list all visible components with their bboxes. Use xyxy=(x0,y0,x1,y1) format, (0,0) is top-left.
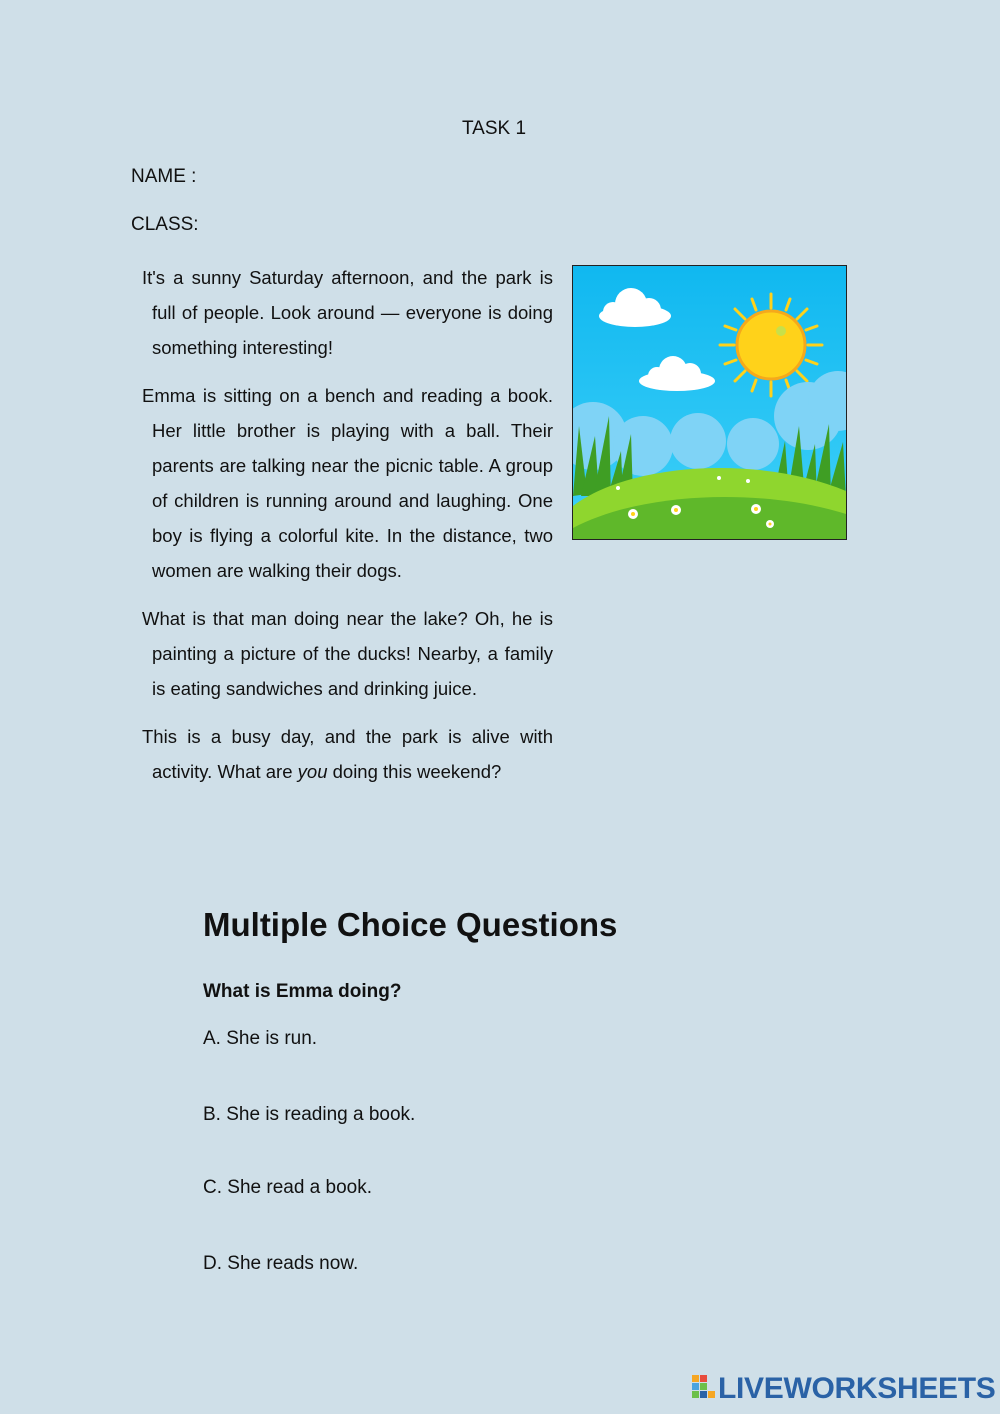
liveworksheets-logo-icon xyxy=(692,1375,716,1403)
park-scene-icon xyxy=(573,266,846,539)
sunny-park-illustration xyxy=(572,265,847,540)
story-paragraph-2: Emma is sitting on a bench and reading a book. Her little brother is playing with a ball. Their parents are talking near the picnic table. A group of children is running around and laughing. One boy is flying a colorful kite. In the distance, two women are walking their dogs. xyxy=(142,385,553,581)
task-title: TASK 1 xyxy=(461,118,527,139)
answer-option-c[interactable]: C. She read a book. xyxy=(203,1177,372,1198)
brand-name: LIVEWORKSHEETS xyxy=(718,1372,996,1405)
liveworksheets-brand[interactable] xyxy=(692,1372,996,1406)
story-paragraph-4 xyxy=(142,719,553,789)
class-label: CLASS: xyxy=(131,214,199,235)
story-emphasis: you xyxy=(297,761,328,782)
question-text: What is Emma doing? xyxy=(203,981,402,1002)
story-paragraph-1: It's a sunny Saturday afternoon, and the park is full of people. Look around — everyone is doing something interesting! xyxy=(142,267,553,358)
name-label: NAME : xyxy=(131,166,197,187)
story-text xyxy=(142,260,553,802)
story-paragraph-3: What is that man doing near the lake? Oh, he is painting a picture of the ducks! Nearby, a family is eating sandwiches and drinking juice. xyxy=(142,608,553,699)
answer-option-b[interactable]: B. She is reading a book. xyxy=(203,1104,416,1125)
story-paragraph-4-end: doing this weekend? xyxy=(327,761,502,782)
quiz-heading: Multiple Choice Questions xyxy=(203,906,618,943)
answer-option-a[interactable]: A. She is run. xyxy=(203,1028,318,1049)
story-paragraph-4-start: This is a busy day, and the park is alive with activity. What are xyxy=(142,726,553,782)
answer-option-d[interactable]: D. She reads now. xyxy=(203,1253,359,1274)
sun-icon xyxy=(720,294,822,396)
